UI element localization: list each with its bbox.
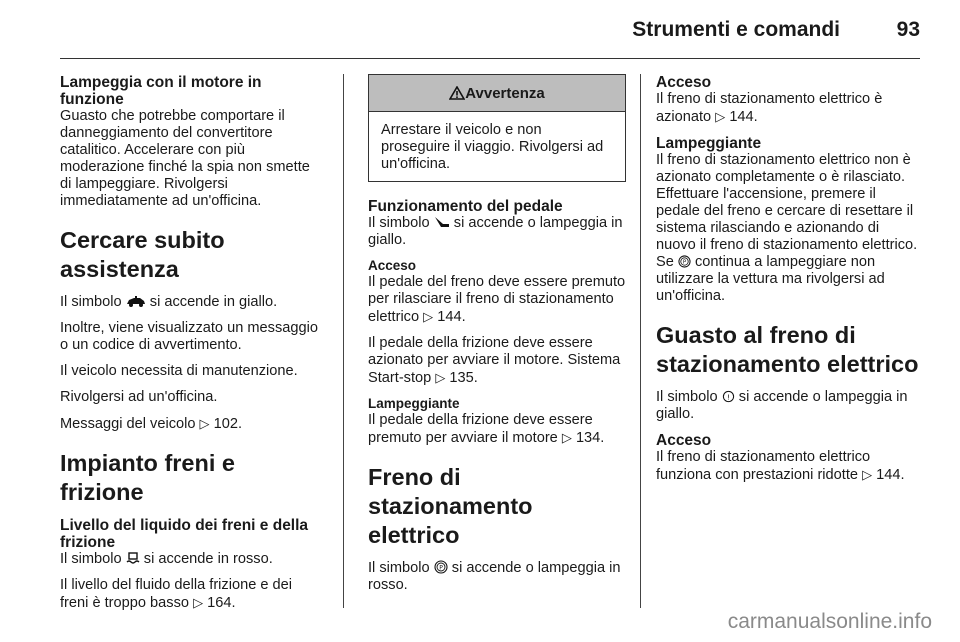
label-acceso: Acceso — [368, 258, 417, 273]
watermark: carmanualsonline.info — [727, 610, 932, 633]
label-lampeggiante: Lampeggiante — [656, 135, 762, 152]
warning-header — [369, 75, 625, 112]
parking-brake-fault-icon — [722, 390, 735, 403]
page-number: 93 — [896, 18, 920, 41]
page-ref: 144. — [729, 109, 758, 125]
column-divider-1 — [343, 74, 344, 608]
paragraph: Il pedale del freno deve essere premuto per rilasciare il freno di stazionamento elettrico ▷ 144. — [368, 274, 626, 325]
paragraph: Il freno di stazionamento elettrico funziona con prestazioni ridotte ▷ 144. — [656, 449, 905, 483]
column-3 — [656, 74, 922, 493]
paragraph: Rivolgersi ad un'officina. — [60, 389, 218, 405]
paragraph: Il simbolo si accende in giallo. — [60, 294, 278, 310]
section-title-assistenza: Cercare subito assistenza — [60, 227, 225, 282]
warning-title: Avvertenza — [465, 85, 545, 102]
ref-arrow-icon: ▷ — [862, 467, 873, 482]
brake-fluid-icon — [126, 552, 140, 564]
paragraph: Il livello del fluido della frizione e dei freni è troppo basso ▷ 164. — [60, 577, 293, 611]
section-title-freni: Impianto freni e frizione — [60, 450, 235, 505]
header-divider — [60, 58, 920, 59]
paragraph: Il pedale della frizione deve essere azionato per avviare il motore. Sistema Start-stop ▷ 135. — [368, 335, 621, 386]
paragraph: Il pedale della frizione deve essere premuto per avviare il motore ▷ 134. — [368, 412, 605, 446]
service-car-icon — [126, 296, 146, 307]
parking-brake-icon — [434, 560, 448, 574]
svg-text:P: P — [682, 259, 687, 266]
svg-text:!: ! — [726, 392, 730, 402]
paragraph: Il simbolo ! si accende o lampeggia in giallo. — [656, 389, 908, 422]
paragraph: Inoltre, viene visualizzato un messaggio o un codice di avvertimento. — [60, 320, 318, 353]
ref-arrow-icon: ▷ — [423, 309, 434, 324]
svg-text:P: P — [438, 564, 443, 572]
pedal-icon — [434, 216, 450, 228]
page-ref: 134. — [575, 430, 605, 446]
column-2 — [368, 74, 626, 603]
section-title-pedale: Funzionamento del pedale — [368, 198, 563, 215]
paragraph: Guasto che potrebbe comportare il danneggiamento del convertitore catalitico. Accelerare con più moderazione finché la spia non smette di lampeggiare. Rivolgersi immediatamente ad un'officina. — [60, 108, 310, 209]
ref-arrow-icon: ▷ — [193, 595, 204, 610]
column-divider-2 — [640, 74, 641, 608]
warning-body: Arrestare il veicolo e non proseguire il viaggio. Rivolgersi ad un'officina. — [381, 122, 604, 172]
label-acceso: Acceso — [656, 432, 712, 449]
ref-arrow-icon: ▷ — [561, 430, 572, 445]
paragraph: Il freno di stazionamento elettrico è azionato ▷ 144. — [656, 91, 883, 125]
ref-arrow-icon: ▷ — [715, 109, 726, 124]
section-title-guasto-freno: Guasto al freno di stazionamento elettrico — [656, 322, 919, 377]
label-acceso: Acceso — [656, 74, 712, 91]
paragraph: Il veicolo necessita di manutenzione. — [60, 363, 298, 379]
warning-triangle-icon — [449, 86, 465, 100]
paragraph: Il simbolo si accende in rosso. — [60, 551, 273, 567]
warning-box — [368, 74, 626, 182]
page-ref: 135. — [449, 370, 478, 386]
label-lampeggiante: Lampeggiante — [368, 396, 460, 411]
paragraph: Il freno di stazionamento elettrico non è azionato completamente o è rilasciato. Effettuare l'accensione, premere il pedale del freno e cercare di resettare il sistema rilasciando e azionando di nuovo il freno di stazionamento elettrico. Se P continua a lampeggiare non utilizzare la vettura ma rivolgersi ad un'officina. — [656, 152, 918, 304]
ref-arrow-icon: ▷ — [199, 416, 210, 431]
column-1 — [60, 74, 322, 621]
page-ref: 144. — [876, 467, 905, 483]
header-title: Strumenti e comandi — [632, 18, 840, 41]
paragraph: Il simbolo si accende o lampeggia in giallo. — [368, 215, 623, 248]
paragraph: Messaggi del veicolo ▷ 102. — [60, 416, 243, 432]
page-ref: 164. — [207, 595, 236, 611]
ref-arrow-icon: ▷ — [435, 370, 446, 385]
parking-brake-icon — [678, 255, 691, 268]
subsection-title-liquido: Livello del liquido dei freni e della frizione — [60, 517, 309, 551]
section-title-freno-stazionamento: Freno di stazionamento elettrico — [368, 464, 533, 548]
page-ref: 144. — [437, 309, 466, 325]
section-title-lampeggia: Lampeggia con il motore in funzione — [60, 74, 262, 108]
page-ref: 102. — [213, 416, 243, 432]
paragraph: Il simbolo P si accende o lampeggia in rosso. — [368, 560, 621, 593]
